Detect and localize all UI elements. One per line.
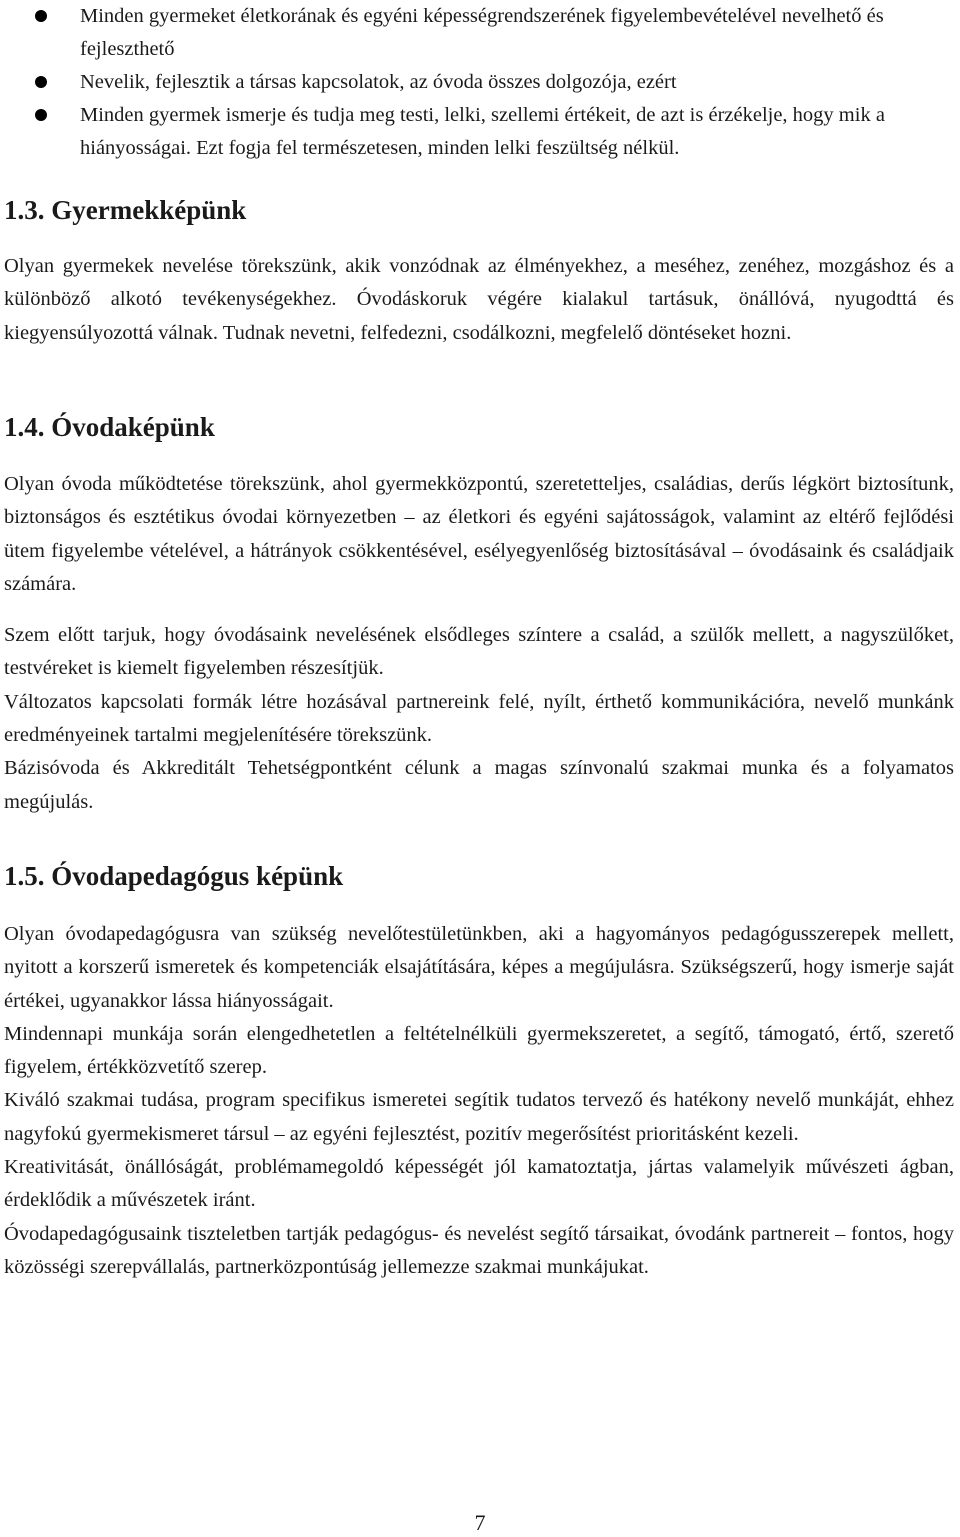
section-gyermekkep xyxy=(4,193,954,350)
bullet-item: Nevelik, fejlesztik a társas kapcsolatok, az óvoda összes dolgozója, ezért xyxy=(0,66,958,99)
section-ovodakep xyxy=(4,410,954,819)
paragraph: Olyan óvoda működtetése törekszünk, ahol gyermekközpontú, szeretetteljes, családias, derűs légkört biztosítunk, biztonságos és esztétikus óvodai környezetben – az életkori és egyéni sajátosságok, valamint az eltérő fejlődési ütem figyelembe vételével, a hátrányok csökkentésével, esélyegyenlőség biztosításával – óvodásaink és családjaik számára. xyxy=(4,473,954,595)
paragraph: Bázisóvoda és Akkreditált Tehetségpontként célunk a magas színvonalú szakmai munka és a folyamatos megújulás. xyxy=(4,757,954,813)
section-heading: 1.3. Gyermekképünk xyxy=(4,195,247,225)
bullet-item: Minden gyermeket életkorának és egyéni képességrendszerének figyelembevételével nevelhető és fejleszthető xyxy=(0,0,958,66)
bullet-item: Minden gyermek ismerje és tudja meg testi, lelki, szellemi értékeit, de azt is érzékelje, hogy mik a hiányosságai. Ezt fogja fel természetesen, minden lelki feszültség nélkül. xyxy=(0,99,958,165)
page-number: 7 xyxy=(474,1510,486,1535)
paragraph: Szem előtt tarjuk, hogy óvodásaink nevelésének elsődleges színtere a család, a szülők mellett, a nagyszülőket, testvéreket is kiemelt figyelemben részesítjük. xyxy=(4,624,954,680)
paragraph: Óvodapedagógusaink tiszteletben tartják pedagógus- és nevelést segítő társaikat, óvodánk partnereit – fontos, hogy közösségi szerepvállalás, partnerközpontúság jellemezze szakmai munkájukat. xyxy=(4,1222,954,1278)
paragraph: Mindennapi munkája során elengedhetetlen a feltételnélküli gyermekszeretet, a segítő, támogató, értő, szerető figyelem, értékközvetítő szerep. xyxy=(4,1022,954,1079)
section-heading: 1.5. Óvodapedagógus képünk xyxy=(4,861,344,891)
paragraph: Olyan gyermekek nevelése törekszünk, akik vonzódnak az élményekhez, a meséhez, zenéhez, mozgáshoz és a különböző alkotó tevékenységekhez. Óvodáskoruk végére kialakul tartásuk, önállóvá, nyugodttá és kiegyensúlyozottá válnak. Tudnak nevetni, felfedezni, csodálkozni, megfelelő döntéseket hozni. xyxy=(4,255,954,344)
section-heading: 1.4. Óvodaképünk xyxy=(4,412,215,442)
paragraph: Kreativitását, önállóságát, problémamegoldó képességét jól kamatoztatja, jártas valamelyik művészeti ágban, érdeklődik a művészetek iránt. xyxy=(4,1156,954,1212)
paragraph: Olyan óvodapedagógusra van szükség nevelőtestületünkben, aki a hagyományos pedagógusszerepek mellett, nyitott a korszerű ismeretek és kompetenciák elsajátítására, képes a megújulásra. Szükségszerű, hogy ismerje saját értékei, ugyanakkor lássa hiányosságait. xyxy=(4,923,954,1012)
bullet-list xyxy=(0,0,958,165)
paragraph: Kiváló szakmai tudása, program specifikus ismeretei segítik tudatos tervező és hatékony nevelő munkáját, ehhez nagyfokú gyermekismeret társul – az egyéni fejlesztést, pozitív megerősítést prioritásként kezeli. xyxy=(4,1089,954,1145)
section-ovodapedagogus-kep xyxy=(4,859,954,1284)
paragraph: Változatos kapcsolati formák létre hozásával partnereink felé, nyílt, érthető kommunikációra, nevelő munkánk eredményeinek tartalmi megjelenítésére törekszünk. xyxy=(4,690,954,747)
